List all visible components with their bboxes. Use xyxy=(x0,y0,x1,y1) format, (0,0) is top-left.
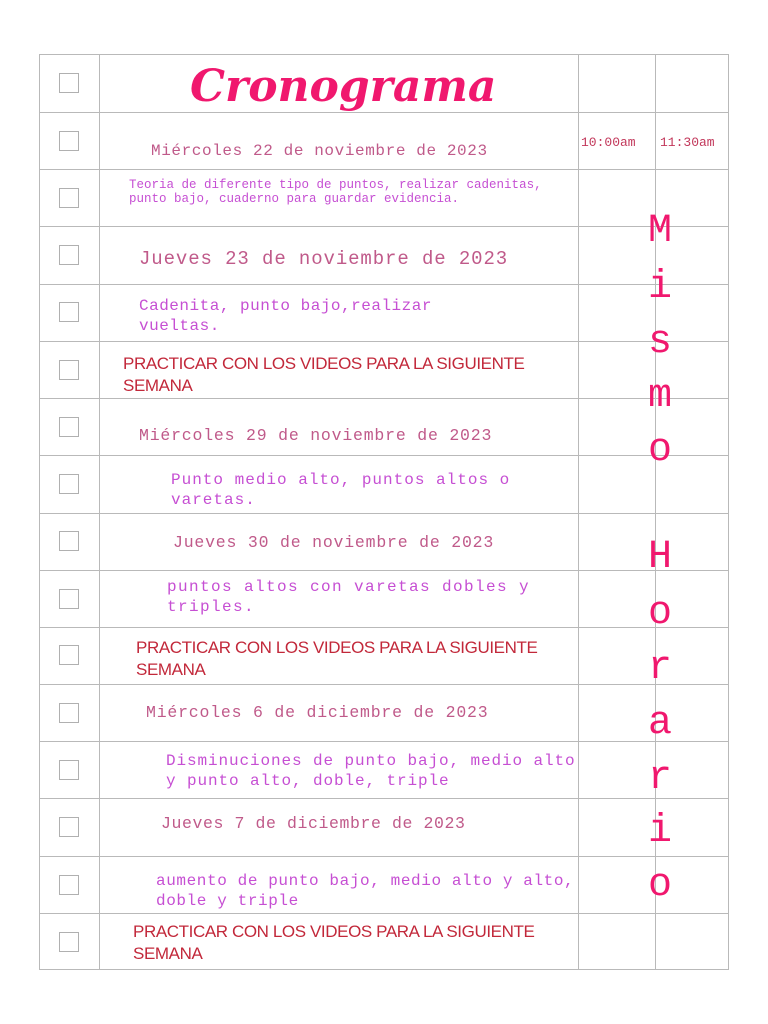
column-divider xyxy=(99,55,100,969)
session-date: Miércoles 22 de noviembre de 2023 xyxy=(151,142,488,160)
row-divider xyxy=(40,169,728,170)
row-checkbox[interactable] xyxy=(59,531,79,551)
side-note-letter: s xyxy=(647,320,672,365)
side-note-letter: o xyxy=(647,863,672,908)
side-note-letter: o xyxy=(647,591,672,636)
side-note-letter: r xyxy=(647,646,672,691)
practice-note: PRACTICAR CON LOS VIDEOS PARA LA SIGUIENTE SEMANA xyxy=(123,354,525,395)
row-divider xyxy=(40,455,728,456)
row-checkbox[interactable] xyxy=(59,703,79,723)
row-checkbox[interactable] xyxy=(59,245,79,265)
session-description: Punto medio alto, puntos altos o varetas. xyxy=(171,471,511,509)
row-divider xyxy=(40,570,728,571)
session-date: Jueves 30 de noviembre de 2023 xyxy=(173,533,495,552)
row-checkbox[interactable] xyxy=(59,817,79,837)
row-checkbox[interactable] xyxy=(59,760,79,780)
row-divider xyxy=(40,226,728,227)
side-note-letter: r xyxy=(647,756,672,801)
row-checkbox[interactable] xyxy=(59,417,79,437)
side-note-letter: i xyxy=(647,265,672,310)
row-divider xyxy=(40,627,728,628)
side-note-letter: i xyxy=(647,809,672,854)
row-checkbox[interactable] xyxy=(59,360,79,380)
row-checkbox[interactable] xyxy=(59,188,79,208)
practice-note: PRACTICAR CON LOS VIDEOS PARA LA SIGUIENTE SEMANA xyxy=(133,922,535,963)
side-note-letter: M xyxy=(647,209,672,254)
row-checkbox[interactable] xyxy=(59,131,79,151)
row-checkbox[interactable] xyxy=(59,645,79,665)
session-date: Jueves 7 de diciembre de 2023 xyxy=(161,814,466,833)
row-divider xyxy=(40,341,728,342)
side-note-letter: m xyxy=(647,374,672,419)
row-divider xyxy=(40,398,728,399)
row-checkbox[interactable] xyxy=(59,589,79,609)
row-divider xyxy=(40,798,728,799)
row-divider xyxy=(40,112,728,113)
session-date: Jueves 23 de noviembre de 2023 xyxy=(139,248,509,270)
session-date: Miércoles 6 de diciembre de 2023 xyxy=(146,703,489,722)
row-checkbox[interactable] xyxy=(59,875,79,895)
row-checkbox[interactable] xyxy=(59,302,79,322)
row-divider xyxy=(40,913,728,914)
row-divider xyxy=(40,856,728,857)
row-checkbox[interactable] xyxy=(59,932,79,952)
side-note-letter: o xyxy=(647,428,672,473)
column-divider xyxy=(578,55,579,969)
row-divider xyxy=(40,741,728,742)
session-description: Teoria de diferente tipo de puntos, realizar cadenitas, punto bajo, cuaderno para guardar evidencia. xyxy=(129,178,542,206)
row-divider xyxy=(40,684,728,685)
session-description: Cadenita, punto bajo,realizar vueltas. xyxy=(139,297,432,335)
start-time: 10:00am xyxy=(581,135,636,150)
session-description: puntos altos con varetas dobles y triples. xyxy=(167,578,531,616)
end-time: 11:30am xyxy=(660,135,715,150)
session-description: aumento de punto bajo, medio alto y alto, doble y triple xyxy=(156,872,575,910)
side-note-letter: H xyxy=(647,535,672,580)
row-checkbox[interactable] xyxy=(59,474,79,494)
row-divider xyxy=(40,284,728,285)
schedule-table xyxy=(39,54,729,970)
practice-note: PRACTICAR CON LOS VIDEOS PARA LA SIGUIENTE SEMANA xyxy=(136,638,538,679)
session-description: Disminuciones de punto bajo, medio alto y punto alto, doble, triple xyxy=(166,752,576,790)
session-date: Miércoles 29 de noviembre de 2023 xyxy=(139,426,493,445)
side-note-letter: a xyxy=(647,701,672,746)
page-title: Cronograma xyxy=(190,61,497,112)
row-divider xyxy=(40,513,728,514)
row-checkbox[interactable] xyxy=(59,73,79,93)
